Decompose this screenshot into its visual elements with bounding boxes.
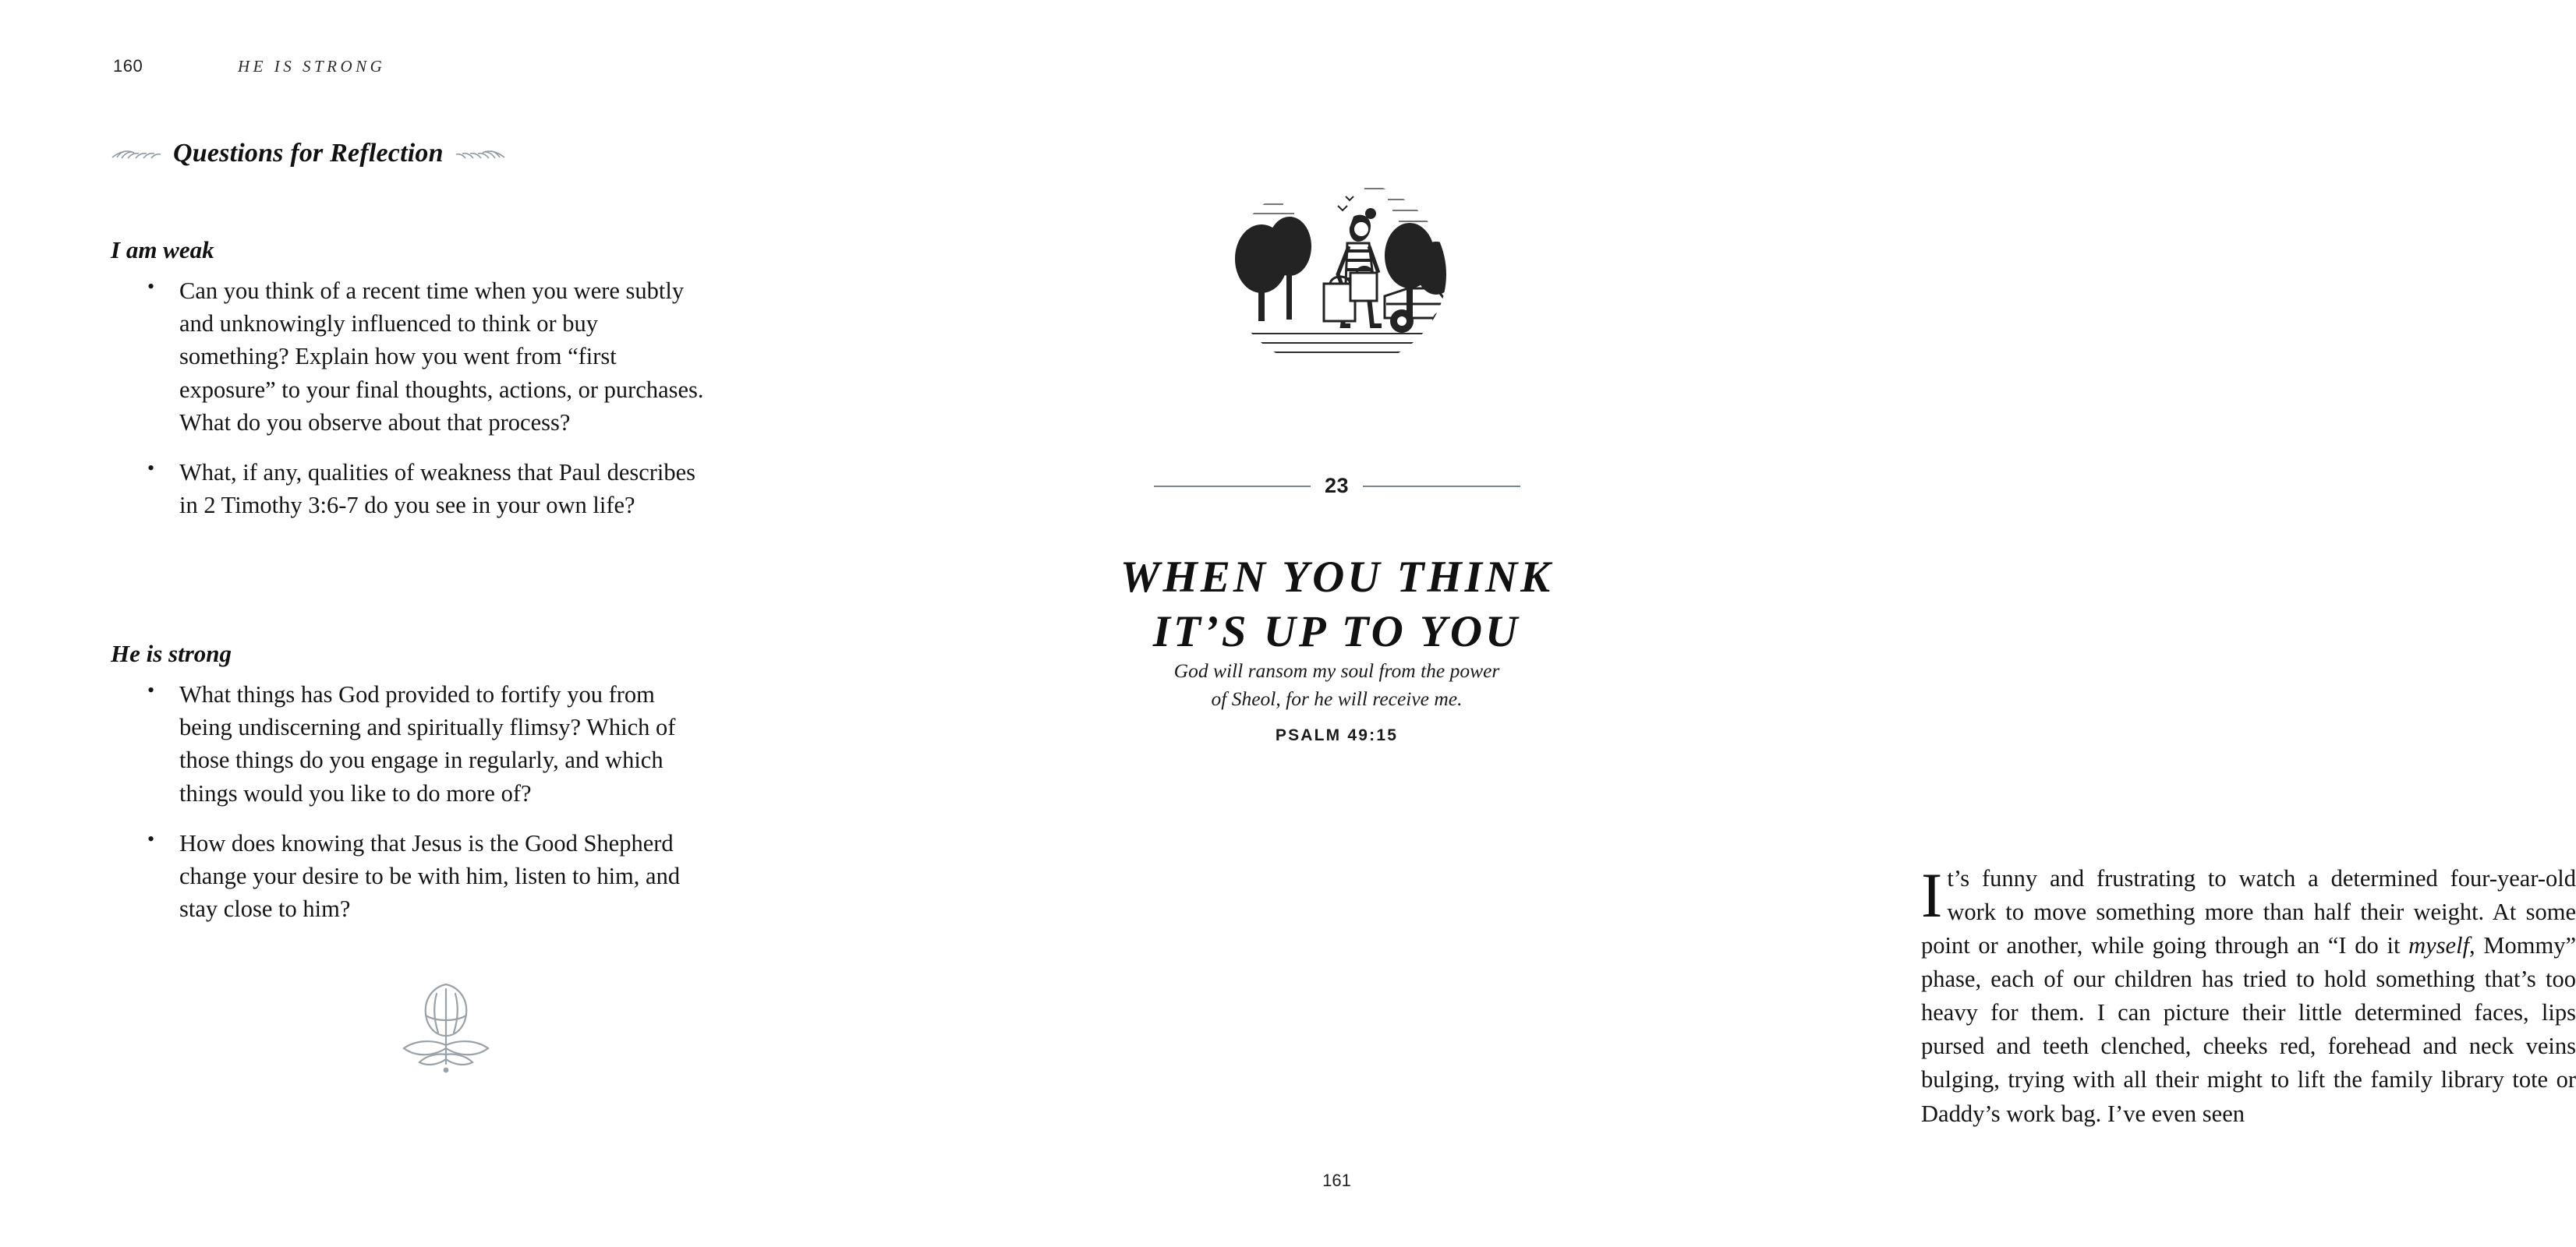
floral-flourish-ornament-icon — [376, 970, 516, 1079]
body-paragraph — [1921, 859, 2576, 1131]
epigraph-reference: PSALM 49:15 — [1275, 726, 1399, 744]
epigraph-line-1: God will ransom my soul from the power — [1173, 659, 1500, 682]
running-head-title: HE IS STRONG — [238, 57, 386, 76]
page-number-left: 160 — [113, 56, 143, 76]
subheading-he-is-strong: He is strong — [111, 640, 232, 667]
epigraph-line-2: of Sheol, for he will receive me. — [1211, 687, 1463, 711]
chapter-title — [891, 550, 1782, 659]
rule-left — [1154, 486, 1311, 487]
chapter-title-line-1: WHEN YOU THINK — [1120, 553, 1554, 602]
question-list-he-is-strong — [136, 678, 709, 943]
body-part-3: , Mommy” phase, each of our children has tried to hold something that’s too heavy for them. I can picture their little determined faces, lips pursed and teeth clenched, cheeks red, forehead and neck veins bulging, trying with all their might to lift the family library tote or Daddy’s work bag. I’ve even seen — [1921, 931, 2576, 1127]
left-page — [0, 0, 891, 1247]
subheading-i-am-weak: I am weak — [111, 236, 214, 263]
woman-carrying-bags-illustration — [1208, 165, 1466, 383]
chapter-title-line-2: IT’S UP TO YOU — [1152, 606, 1521, 656]
chapter-number-row — [1154, 474, 1520, 498]
leaf-ornament-left-icon — [111, 143, 162, 164]
page-number-right: 161 — [1322, 1171, 1351, 1190]
list-item: • How does knowing that Jesus is the Good Shepherd change your desire to be with him, listen to him, and stay close to him? — [136, 827, 709, 926]
drop-cap: I — [1921, 859, 1943, 931]
question-list-i-am-weak — [136, 274, 709, 539]
chapter-number: 23 — [1324, 474, 1350, 497]
body-part-1: t’s funny and frustrating to watch a determined four-year-old work to move something more than half their weight. At some point or another, while going through an “I do it — [1921, 864, 2576, 959]
list-item: • Can you think of a recent time when you were subtly and unknowingly influenced to think or buy something? Explain how you went from “first exposure” to your final thoughts, actions, or purchases. What do you observe about that process? — [136, 274, 709, 439]
right-page — [891, 0, 2576, 1247]
running-head — [113, 56, 798, 76]
list-item: • What, if any, qualities of weakness that Paul describes in 2 Timothy 3:6-7 do you see in your own life? — [136, 456, 709, 521]
list-item: • What things has God provided to fortify you from being undiscerning and spiritually flimsy? Which of those things do you engage in regularly, and which things would you like to do more of? — [136, 678, 709, 810]
questions-for-reflection-heading — [111, 139, 506, 168]
leaf-ornament-right-icon — [455, 143, 506, 164]
rule-right — [1363, 486, 1520, 487]
body-part-italic: myself — [2408, 931, 2470, 959]
epigraph — [891, 657, 1782, 713]
section-heading-label: Questions for Reflection — [173, 139, 444, 168]
